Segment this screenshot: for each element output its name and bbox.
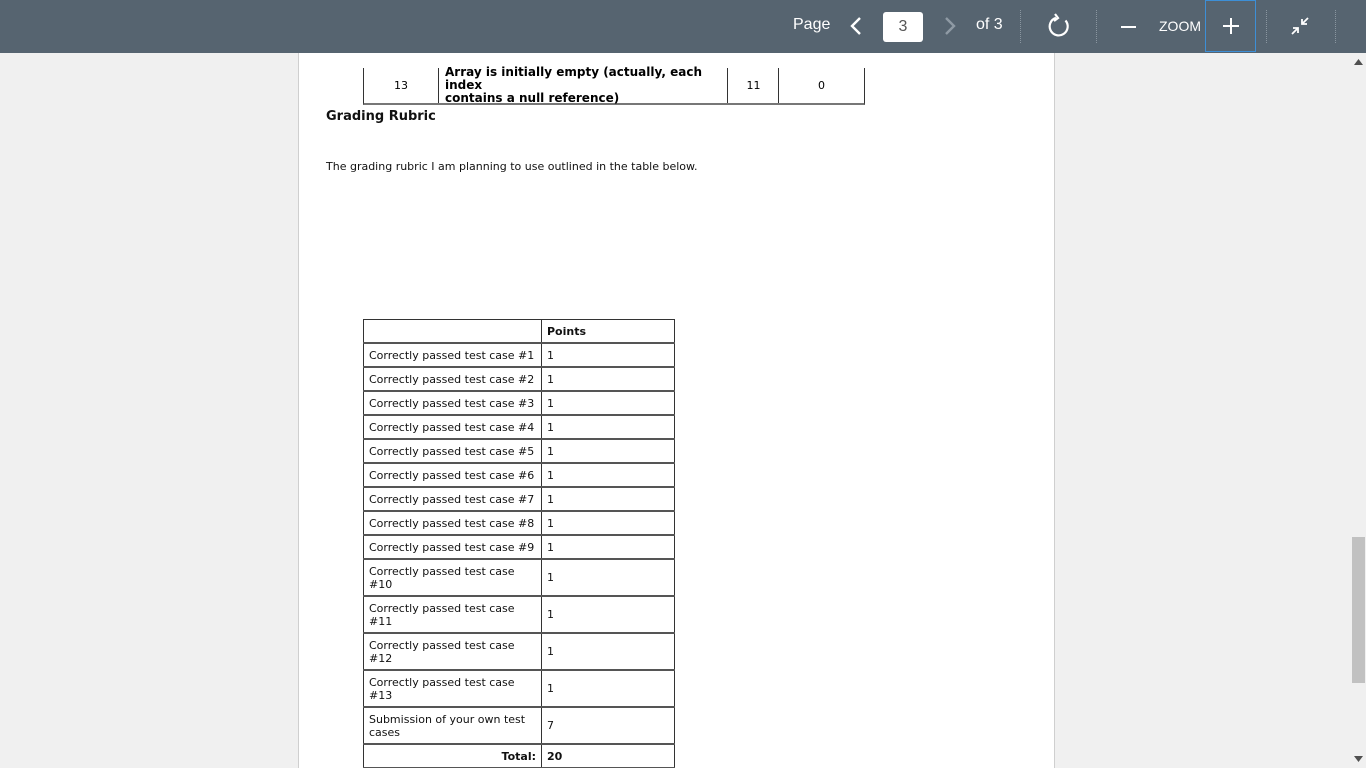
toolbar-divider (1335, 10, 1336, 43)
table-row (364, 343, 675, 367)
table-header-empty (364, 320, 542, 344)
table-header-points: Points (542, 320, 675, 344)
rubric-criterion: Correctly passed test case #1 (364, 343, 542, 367)
rubric-criterion: Correctly passed test case #6 (364, 463, 542, 487)
grading-rubric-table (363, 319, 675, 768)
rubric-criterion (364, 633, 542, 670)
rubric-criterion: Correctly passed test case #9 (364, 535, 542, 559)
zoom-out-button[interactable] (1116, 11, 1142, 41)
criterion-line: #12 (369, 651, 393, 665)
rubric-criterion (364, 596, 542, 633)
test-case-description (439, 65, 728, 105)
exit-fullscreen-button[interactable] (1286, 12, 1314, 40)
total-label: Total: (364, 744, 542, 768)
rubric-points: 1 (542, 415, 675, 439)
rubric-points: 1 (542, 559, 675, 596)
table-row (364, 559, 675, 596)
zoom-label: ZOOM (1159, 18, 1201, 34)
test-case-table-row (363, 65, 865, 105)
test-case-description-line: Array is initially empty (actually, each index (445, 65, 703, 92)
criterion-line: #10 (369, 577, 393, 591)
criterion-line: Correctly passed test case (369, 638, 515, 652)
rubric-points: 1 (542, 439, 675, 463)
table-row (364, 707, 675, 744)
next-page-button[interactable] (938, 14, 960, 38)
table-row (364, 670, 675, 707)
test-case-description-line: contains a null reference) (445, 91, 620, 105)
rotate-button[interactable] (1044, 11, 1074, 41)
rubric-criterion: Correctly passed test case #3 (364, 391, 542, 415)
table-row (364, 511, 675, 535)
table-total-row (364, 744, 675, 768)
table-row (364, 535, 675, 559)
rubric-criterion: Correctly passed test case #5 (364, 439, 542, 463)
scroll-up-button[interactable] (1351, 55, 1366, 69)
rubric-points: 1 (542, 535, 675, 559)
rubric-criterion (364, 559, 542, 596)
table-row (364, 367, 675, 391)
criterion-line: Correctly passed test case (369, 564, 515, 578)
page-count-label: of 3 (976, 16, 1003, 33)
table-row (364, 439, 675, 463)
vertical-scrollbar[interactable] (1351, 53, 1366, 768)
criterion-line: #11 (369, 614, 393, 628)
rubric-criterion: Correctly passed test case #8 (364, 511, 542, 535)
rubric-points: 1 (542, 511, 675, 535)
criterion-line: #13 (369, 688, 393, 702)
rubric-points: 1 (542, 367, 675, 391)
table-row (364, 633, 675, 670)
table-row (364, 463, 675, 487)
intro-text: The grading rubric I am planning to use outlined in the table below. (326, 160, 698, 173)
plus-icon (1219, 14, 1243, 38)
document-page (298, 53, 1055, 768)
zoom-in-button[interactable] (1205, 0, 1256, 52)
rubric-criterion (364, 670, 542, 707)
rubric-points: 1 (542, 670, 675, 707)
toolbar-divider (1096, 10, 1097, 43)
page-label: Page (793, 16, 831, 33)
chevron-right-icon (938, 14, 960, 38)
criterion-line: cases (369, 725, 401, 739)
table-row (364, 487, 675, 511)
rotate-icon (1044, 11, 1074, 41)
rubric-points: 1 (542, 463, 675, 487)
table-row (364, 391, 675, 415)
total-value: 20 (542, 744, 675, 768)
previous-page-button[interactable] (846, 14, 868, 38)
rubric-points: 1 (542, 391, 675, 415)
arrow-up-icon (1354, 59, 1363, 65)
collapse-icon (1286, 12, 1314, 40)
rubric-criterion: Correctly passed test case #7 (364, 487, 542, 511)
rubric-points: 1 (542, 596, 675, 633)
minus-icon (1116, 11, 1142, 41)
criterion-line: Submission of your own test (369, 712, 526, 726)
rubric-points: 7 (542, 707, 675, 744)
chevron-left-icon (846, 14, 868, 38)
test-case-number: 13 (364, 68, 439, 103)
section-heading: Grading Rubric (326, 109, 436, 124)
table-header-row (364, 320, 675, 344)
arrow-down-icon (1354, 756, 1363, 762)
toolbar-divider (1020, 10, 1021, 43)
toolbar-divider (1266, 10, 1267, 43)
scrollbar-thumb[interactable] (1352, 537, 1365, 683)
rubric-criterion: Correctly passed test case #4 (364, 415, 542, 439)
rubric-points: 1 (542, 633, 675, 670)
page-number-input[interactable]: 3 (883, 12, 923, 42)
rubric-criterion: Correctly passed test case #2 (364, 367, 542, 391)
test-case-expected: 0 (818, 79, 825, 92)
criterion-line: Correctly passed test case (369, 675, 515, 689)
test-case-value: 11 (729, 68, 779, 103)
viewer-toolbar (0, 0, 1366, 53)
criterion-line: Correctly passed test case (369, 601, 515, 615)
rubric-criterion (364, 707, 542, 744)
rubric-points: 1 (542, 487, 675, 511)
table-row (364, 415, 675, 439)
table-row (364, 596, 675, 633)
scroll-down-button[interactable] (1351, 752, 1366, 766)
rubric-points: 1 (542, 343, 675, 367)
